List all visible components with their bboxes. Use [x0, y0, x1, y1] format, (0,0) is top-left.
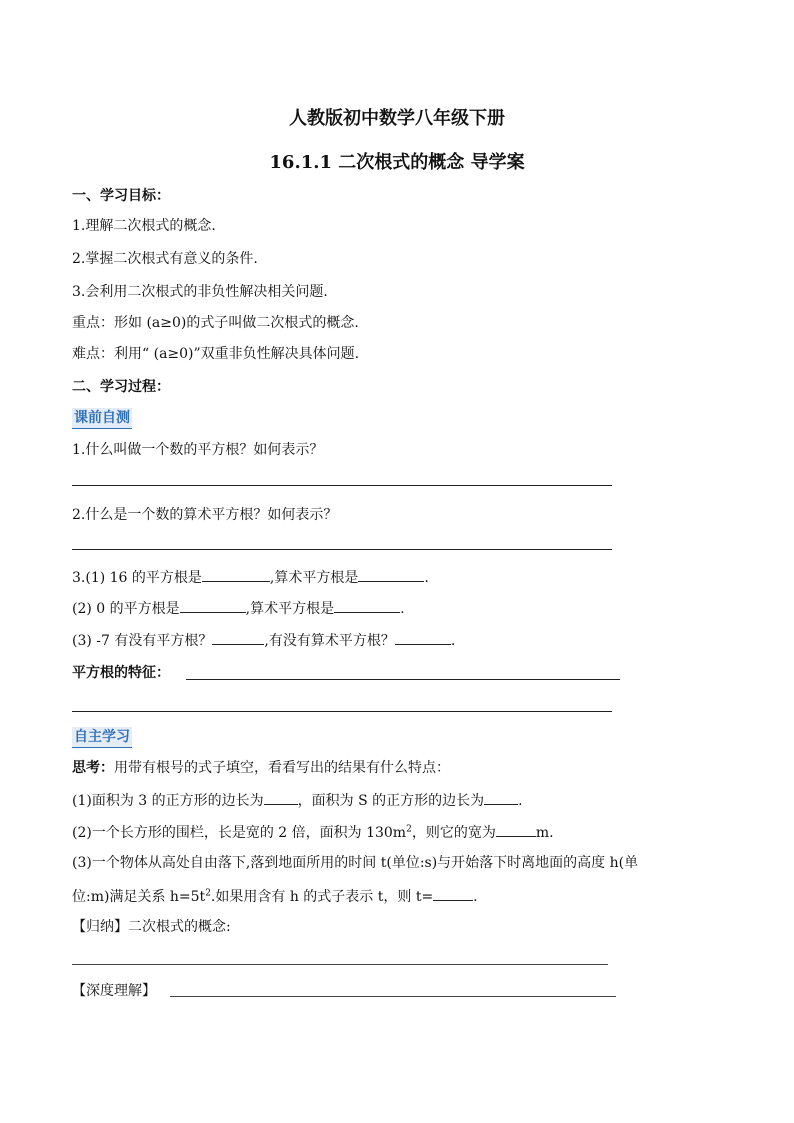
question-3-3: (3) -7 有没有平方根？ ,有没有算术平方根？ . [72, 630, 455, 651]
sqrt-feature-line-2[interactable] [72, 711, 612, 712]
process-heading: 二、学习过程： [72, 379, 170, 395]
deep-understanding-label: 【深度理解】 [72, 983, 156, 999]
blank-0-sqrt[interactable] [180, 598, 246, 613]
lesson-title: 16.1.1 二次根式的概念 导学案 [269, 152, 525, 173]
blank-0-arith-sqrt[interactable] [334, 598, 400, 613]
summary-label: 【归纳】二次根式的概念: [72, 919, 231, 935]
sqrt-feature-label: 平方根的特征： [72, 665, 170, 681]
summary-answer-line[interactable] [72, 964, 608, 965]
self-study-tag: 自主学习 [72, 727, 132, 748]
sqrt-feature-line-1[interactable] [186, 679, 620, 680]
blank-side-area-s[interactable] [484, 790, 518, 805]
goal-item-1: 1.理解二次根式的概念. [72, 218, 216, 234]
think-item-2: (2)一个长方形的围栏，长是宽的 2 倍，面积为 $130m^2$，则它的宽为 m. [72, 822, 554, 843]
deep-understanding-line[interactable] [170, 996, 616, 997]
goals-heading: 一、学习目标： [72, 188, 170, 204]
blank-t-expression[interactable] [433, 886, 473, 901]
think-prompt: 思考：用带有根号的式子填空，看看写出的结果有什么特点： [72, 760, 450, 776]
blank-side-area-3[interactable] [264, 790, 298, 805]
question-3-2: (2) 0 的平方根是 ,算术平方根是 . [72, 598, 405, 619]
key-point: 重点：形如 (a≥0)的式子叫做二次根式的概念. [72, 315, 359, 331]
question-3-1: 3.(1) 16 的平方根是 ,算术平方根是 . [72, 567, 429, 588]
question-1: 1.什么叫做一个数的平方根？如何表示？ [72, 442, 324, 458]
goal-item-3: 3.会利用二次根式的非负性解决相关问题. [72, 284, 328, 300]
answer-line-2[interactable] [72, 549, 612, 550]
think-item-1: (1)面积为 3 的正方形的边长为 ，面积为 S 的正方形的边长为 . [72, 790, 523, 811]
blank-neg7-arith-sqrt[interactable] [395, 630, 451, 645]
think-item-3-line-2: 位:m)满足关系 $h=5t^2$.如果用含有 h 的式子表示 t，则 t= . [72, 886, 478, 907]
goal-item-2: 2.掌握二次根式有意义的条件. [72, 251, 258, 267]
answer-line-1[interactable] [72, 485, 612, 486]
question-2: 2.什么是一个数的算术平方根？如何表示？ [72, 507, 338, 523]
think-item-3-line-1: (3)一个物体从高处自由落下,落到地面所用的时间 t(单位:s)与开始落下时离地面的高度 h(单 [72, 855, 639, 871]
difficulty: 难点：利用“ (a≥0)”双重非负性解决具体问题. [72, 346, 360, 362]
blank-neg7-sqrt[interactable] [212, 630, 264, 645]
blank-16-arith-sqrt[interactable] [358, 567, 424, 582]
blank-16-sqrt[interactable] [202, 567, 270, 582]
pre-test-tag: 课前自测 [72, 408, 132, 429]
page-title: 人教版初中数学八年级下册 [289, 108, 505, 129]
blank-fence-width[interactable] [496, 822, 536, 837]
